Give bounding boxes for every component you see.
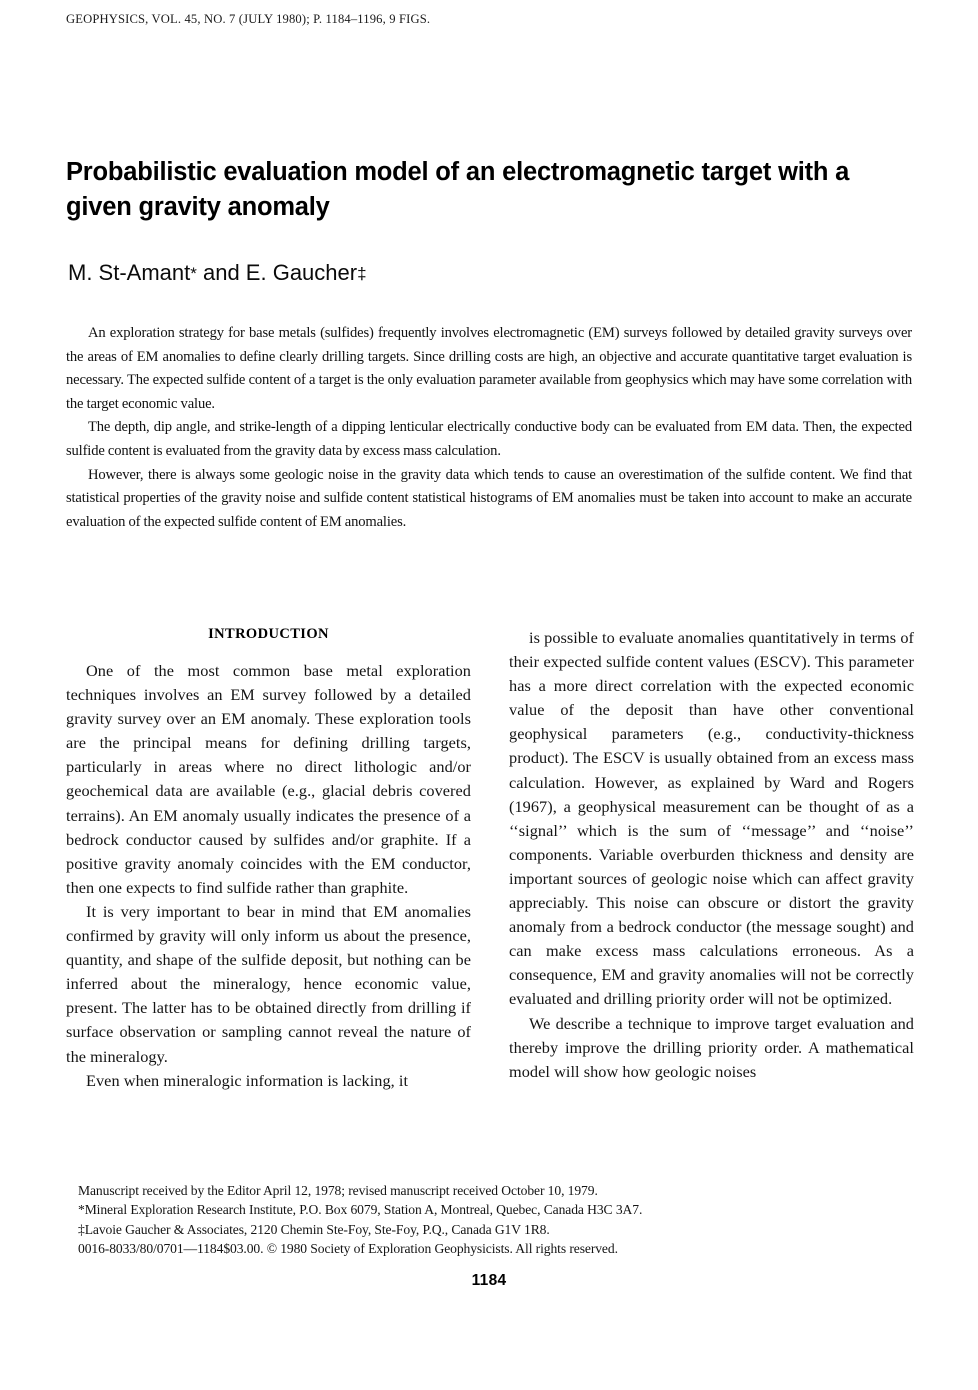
author-first-footnote-mark: * [190, 264, 197, 283]
abstract-paragraph: An exploration strategy for base metals (sulfides) frequently involves electromagnetic (EM) surveys followed by detailed gravity surveys over the areas of EM anomalies to define clearly drilling targets. Since drilling costs are high, an objective and accurate quantitative target evaluation is necessary. The expected sulfide content of a target is the only evaluation parameter available from geophysics which may have some correlation with the target economic value. [66, 325, 912, 412]
body-columns [66, 626, 914, 1138]
section-heading-introduction: INTRODUCTION [208, 626, 329, 642]
body-paragraph: We describe a technique to improve target evaluation and thereby improve the drilling priority order. A mathematical model will show how geologic noises [509, 1013, 914, 1081]
column-left [66, 626, 471, 1138]
page-number: 1184 [471, 1272, 507, 1289]
running-head: GEOPHYSICS, VOL. 45, NO. 7 (JULY 1980); P. 1184–1196, 9 FIGS. [66, 12, 431, 26]
author-second-footnote-mark: ‡ [357, 264, 367, 283]
body-paragraph: It is very important to bear in mind that EM anomalies confirmed by gravity will only inform us about the presence, quantity, and shape of the sulfide deposit, but nothing can be inferred about the mineralogy, hence economic value, present. The latter has to be obtained directly from drilling if surface observation or sampling cannot reveal the nature of the mineralogy. [66, 901, 471, 1066]
column-right [509, 626, 914, 1138]
body-paragraph: One of the most common base metal exploration techniques involves an EM survey followed by a detailed gravity survey over an EM anomaly. These exploration tools are the principal means for defining drilling targets, particularly in areas where no direct lithologic and/or geochemical data are available (e.g., glacial debris covered terrains). An EM anomaly usually indicates the presence of a bedrock conductor caused by sulfides and/or graphite. If a positive gravity anomaly coincides with the EM conductor, then one expects to find sulfide rather than graphite. [66, 661, 471, 897]
body-paragraph: is possible to evaluate anomalies quantitatively in terms of their expected sulfide content values (ESCV). This parameter has a more direct correlation with the expected economic value of the deposit than have other conventional geophysical parameters (e.g., conductivity-thickness product). The ESCV is usually obtained from an excess mass calculation. However, as explained by Ward and Rogers (1967), a geophysical measurement can be thought of as a ‘‘signal’’ which is the sum of ‘‘message’’ and ‘‘noise’’ components. Variable overburden thickness and density are important sources of geologic noise which can affect gravity appreciably. This noise can obscure or distort the gravity anomaly from a bedrock conductor (the message sought) and can make excess mass calculations erroneous. As a consequence, EM and gravity anomalies will not be correctly evaluated and drilling priority order will not be optimized. [509, 628, 914, 1009]
footnote-affiliation-first: *Mineral Exploration Research Institute, P.O. Box 6079, Station A, Montreal, Quebec, Canada H3C 3A7. [78, 1202, 643, 1218]
abstract-paragraph: The depth, dip angle, and strike-length of a dipping lenticular electrically conductive body can be evaluated from EM data. Then, the expected sulfide content is evaluated from the gravity data by excess mass calculation. [66, 419, 912, 459]
page-title: Probabilistic evaluation model of an electromagnetic target with a given gravity anomaly [66, 158, 850, 222]
author-second: and E. Gaucher [196, 260, 358, 285]
footnote-copyright: 0016-8033/80/0701—1184$03.00. © 1980 Society of Exploration Geophysicists. All rights reserved. [78, 1240, 618, 1256]
abstract [66, 322, 912, 534]
abstract-paragraph: However, there is always some geologic noise in the gravity data which tends to cause an overestimation of the sulfide content. We find that statistical properties of the gravity noise and sulfide content statistical histograms of EM anomalies must be taken into account to make an accurate evaluation of the expected sulfide content of EM anomalies. [66, 466, 912, 530]
body-paragraph: Even when mineralogic information is lacking, it [86, 1070, 409, 1090]
footnote-manuscript-dates: Manuscript received by the Editor April 12, 1978; revised manuscript received October 10, 1979. [78, 1183, 598, 1198]
author-line [68, 258, 367, 289]
footnote-affiliation-second: ‡Lavoie Gaucher & Associates, 2120 Chemin Ste-Foy, Ste-Foy, P.Q., Canada G1V 1R8. [78, 1221, 550, 1237]
footnote-block [78, 1181, 908, 1258]
author-first: M. St-Amant [68, 260, 191, 285]
